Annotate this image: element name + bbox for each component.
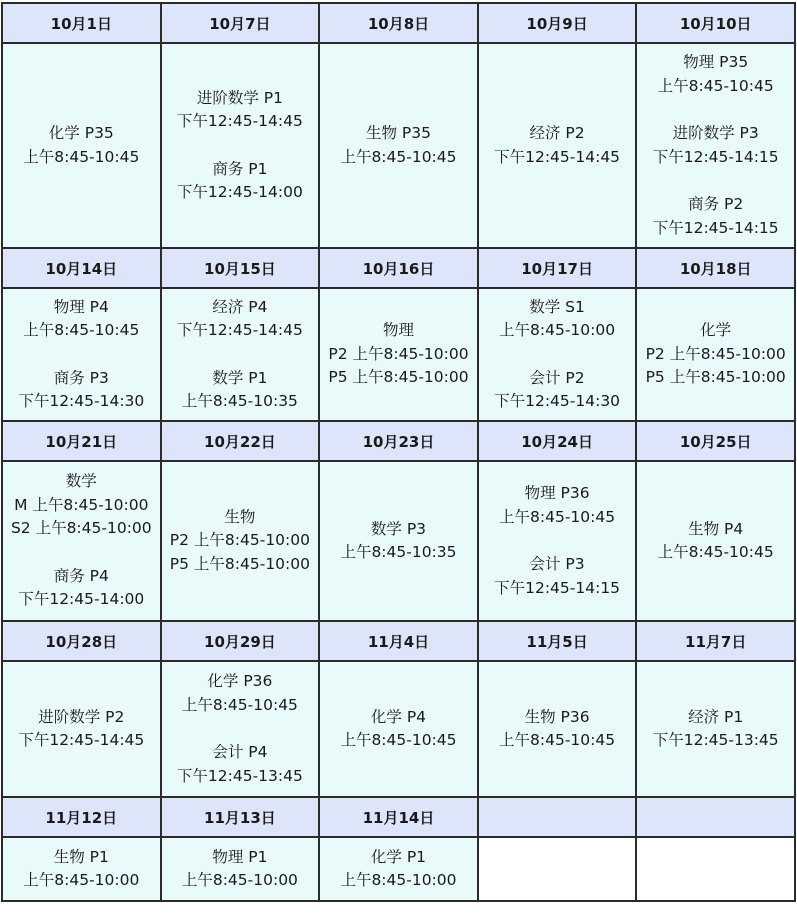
exam-subject: 会计 P2 — [529, 368, 585, 387]
exam-entry — [479, 296, 636, 343]
exam-time: 上午8:45-10:00 — [340, 871, 457, 889]
exam-time: P2 上午8:45-10:00 — [328, 344, 469, 363]
exam-subject: 化学 P36 — [207, 672, 273, 690]
exam-entry — [320, 319, 477, 390]
date-header-cell: 11月7日 — [636, 621, 795, 661]
exam-entry — [479, 482, 636, 529]
exam-cell — [161, 837, 320, 901]
exam-cell — [319, 43, 478, 248]
exam-cell — [161, 461, 320, 621]
exam-time: 下午12:45-14:30 — [18, 392, 145, 410]
exam-subject: 会计 P3 — [529, 555, 585, 573]
date-header-cell: 10月8日 — [319, 3, 478, 43]
date-header-cell: 11月4日 — [319, 621, 478, 661]
exam-time: 下午12:45-13:45 — [652, 731, 779, 749]
exam-schedule-table — [1, 2, 796, 902]
exam-subject: 生物 — [224, 507, 256, 526]
exam-entry — [637, 319, 794, 390]
exam-subject: 商务 P2 — [688, 195, 744, 213]
exam-time: 上午8:45-10:45 — [181, 695, 298, 714]
exam-time: 下午12:45-14:15 — [652, 218, 779, 237]
exam-subject: 化学 P1 — [370, 847, 427, 866]
exam-cell — [319, 837, 478, 901]
date-header-cell: 10月14日 — [2, 248, 161, 288]
exam-subject: 数学 P1 — [212, 368, 268, 387]
exam-entry — [479, 122, 636, 169]
date-header-cell: 11月14日 — [319, 797, 478, 837]
exam-time: P5 上午8:45-10:00 — [328, 368, 469, 387]
date-header-cell: 10月1日 — [2, 3, 161, 43]
exam-subject: 生物 P36 — [524, 707, 590, 726]
exam-subject: 进阶数学 P1 — [196, 88, 283, 107]
empty-cell — [478, 837, 637, 901]
exam-cell — [319, 288, 478, 421]
date-header-cell: 10月7日 — [161, 3, 320, 43]
date-header-cell: 10月15日 — [161, 248, 320, 288]
exam-entry — [162, 87, 319, 134]
exam-subject: 物理 P35 — [683, 53, 749, 71]
exam-subject: 商务 P3 — [53, 368, 109, 387]
exam-time: 下午12:45-14:45 — [494, 147, 621, 166]
empty-cell — [636, 837, 795, 901]
exam-subject: 数学 — [65, 472, 97, 491]
exam-subject: 经济 P1 — [688, 707, 744, 726]
date-header-row — [2, 3, 795, 43]
exam-entry — [3, 846, 160, 893]
date-header-cell: 10月22日 — [161, 421, 320, 461]
date-header-cell: 11月12日 — [2, 797, 161, 837]
exam-entry — [637, 193, 794, 240]
exam-time: 上午8:45-10:45 — [340, 731, 457, 749]
exam-subject: 化学 P4 — [370, 707, 427, 726]
exam-cell — [636, 43, 795, 248]
schedule-body — [2, 3, 795, 901]
date-header-row — [2, 421, 795, 461]
exam-subject: 经济 P2 — [529, 124, 585, 142]
exam-subject: 物理 — [382, 321, 414, 340]
exam-entry — [3, 367, 160, 414]
exam-time: 上午8:45-10:35 — [181, 392, 298, 410]
exam-entry — [320, 846, 477, 893]
exam-cell — [319, 661, 478, 797]
exam-time: 上午8:45-10:35 — [340, 543, 457, 561]
exam-row — [2, 43, 795, 248]
exam-time: 下午12:45-14:45 — [176, 112, 303, 130]
exam-entry — [3, 565, 160, 612]
exam-subject: 物理 P1 — [212, 847, 268, 866]
exam-time: 上午8:45-10:45 — [657, 543, 774, 561]
exam-subject: 化学 P35 — [48, 124, 114, 142]
exam-entry — [479, 706, 636, 753]
exam-entry — [3, 706, 160, 753]
exam-cell — [636, 661, 795, 797]
exam-cell — [161, 43, 320, 248]
exam-entry — [637, 706, 794, 753]
exam-entry — [3, 470, 160, 541]
date-header-cell: 10月29日 — [161, 621, 320, 661]
exam-cell — [161, 288, 320, 421]
exam-subject: 生物 P4 — [688, 519, 744, 538]
date-header-cell: 10月16日 — [319, 248, 478, 288]
date-header-row — [2, 621, 795, 661]
exam-time: 上午8:45-10:45 — [657, 76, 774, 95]
exam-cell — [2, 661, 161, 797]
exam-entry — [637, 518, 794, 565]
exam-cell — [2, 461, 161, 621]
exam-time: 下午12:45-14:15 — [494, 578, 621, 597]
exam-time: S2 上午8:45-10:00 — [10, 519, 152, 538]
exam-entry — [637, 51, 794, 98]
exam-entry — [162, 846, 319, 893]
exam-subject: 物理 P4 — [53, 297, 109, 316]
exam-cell — [478, 661, 637, 797]
exam-row — [2, 661, 795, 797]
exam-time: P5 上午8:45-10:00 — [169, 554, 310, 573]
exam-entry — [637, 122, 794, 169]
date-header-cell: 10月17日 — [478, 248, 637, 288]
exam-entry — [3, 122, 160, 169]
date-header-row — [2, 248, 795, 288]
exam-time: P2 上午8:45-10:00 — [169, 531, 310, 550]
exam-time: 下午12:45-14:15 — [652, 147, 779, 166]
exam-subject: 进阶数学 P3 — [672, 124, 759, 142]
exam-subject: 数学 S1 — [529, 297, 585, 316]
exam-row — [2, 837, 795, 901]
exam-time: 下午12:45-13:45 — [176, 766, 303, 785]
date-header-cell: 10月10日 — [636, 3, 795, 43]
exam-cell — [2, 837, 161, 901]
date-header-cell: 10月9日 — [478, 3, 637, 43]
exam-entry — [162, 158, 319, 205]
exam-entry — [479, 553, 636, 600]
date-header-cell — [636, 797, 795, 837]
exam-cell — [478, 461, 637, 621]
exam-cell — [319, 461, 478, 621]
exam-subject: 经济 P4 — [212, 297, 268, 316]
exam-cell — [2, 288, 161, 421]
exam-entry — [3, 296, 160, 343]
exam-time: 上午8:45-10:00 — [181, 871, 298, 889]
exam-entry — [320, 706, 477, 753]
exam-time: 上午8:45-10:45 — [499, 731, 616, 749]
exam-entry — [162, 741, 319, 788]
exam-subject: 化学 — [700, 321, 732, 340]
exam-entry — [320, 518, 477, 565]
exam-time: 上午8:45-10:00 — [499, 321, 616, 339]
exam-row — [2, 288, 795, 421]
exam-cell — [2, 43, 161, 248]
date-header-row — [2, 797, 795, 837]
date-header-cell — [478, 797, 637, 837]
exam-row — [2, 461, 795, 621]
exam-time: 下午12:45-14:30 — [494, 392, 621, 410]
exam-time: 下午12:45-14:00 — [176, 183, 303, 201]
exam-entry — [162, 367, 319, 414]
exam-cell — [161, 661, 320, 797]
exam-entry — [320, 122, 477, 169]
exam-cell — [478, 43, 637, 248]
date-header-cell: 10月21日 — [2, 421, 161, 461]
exam-time: 上午8:45-10:45 — [23, 147, 140, 166]
exam-subject: 物理 P36 — [524, 484, 590, 502]
date-header-cell: 10月25日 — [636, 421, 795, 461]
exam-time: 下午12:45-14:45 — [176, 321, 303, 339]
exam-subject: 商务 P1 — [212, 159, 268, 178]
exam-subject: 生物 P1 — [53, 847, 109, 866]
exam-time: 上午8:45-10:45 — [23, 321, 140, 339]
exam-entry — [162, 296, 319, 343]
exam-time: 上午8:45-10:45 — [340, 147, 457, 166]
exam-time: P5 上午8:45-10:00 — [645, 368, 786, 387]
exam-time: P2 上午8:45-10:00 — [645, 344, 786, 363]
exam-time: 上午8:45-10:45 — [499, 507, 616, 526]
exam-time: 上午8:45-10:00 — [23, 871, 140, 889]
exam-entry — [479, 367, 636, 414]
exam-entry — [162, 670, 319, 717]
date-header-cell: 10月18日 — [636, 248, 795, 288]
date-header-cell: 10月24日 — [478, 421, 637, 461]
exam-cell — [636, 461, 795, 621]
exam-subject: 商务 P4 — [53, 566, 109, 585]
exam-time: 下午12:45-14:00 — [18, 590, 145, 609]
exam-time: 下午12:45-14:45 — [18, 731, 145, 749]
exam-subject: 生物 P35 — [365, 124, 431, 142]
exam-entry — [162, 506, 319, 577]
date-header-cell: 10月28日 — [2, 621, 161, 661]
exam-subject: 进阶数学 P2 — [38, 707, 125, 726]
exam-subject: 数学 P3 — [370, 519, 427, 538]
date-header-cell: 11月13日 — [161, 797, 320, 837]
exam-cell — [636, 288, 795, 421]
date-header-cell: 11月5日 — [478, 621, 637, 661]
exam-cell — [478, 288, 637, 421]
date-header-cell: 10月23日 — [319, 421, 478, 461]
exam-time: M 上午8:45-10:00 — [14, 495, 149, 514]
exam-subject: 会计 P4 — [212, 743, 268, 761]
